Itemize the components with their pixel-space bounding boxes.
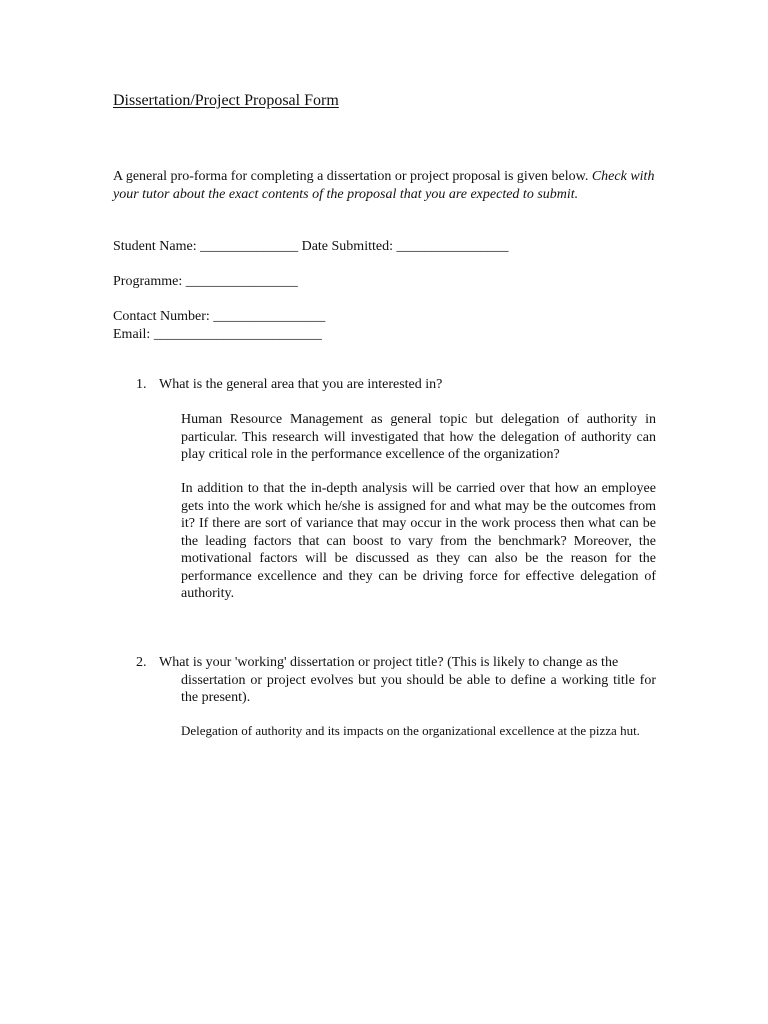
intro-text: A general pro-forma for completing a dissertation or project proposal is given below. bbox=[113, 169, 592, 184]
intro-paragraph bbox=[113, 168, 658, 203]
question-2-number: 2. bbox=[136, 655, 147, 670]
email-field: Email: ________________________ bbox=[113, 327, 322, 342]
student-name-date-field: Student Name: ______________ Date Submitted: ________________ bbox=[113, 239, 509, 254]
intro-italic-text: Check with your tutor about the exact contents of the proposal that you are expected to submit. bbox=[113, 169, 655, 202]
question-1-answer-2: In addition to that the in-depth analysis will be carried over that how an employee gets into the work which he/she is assigned for and what may be the outcomes from it? If there are sort of variance that may occur in the work process then what can be the leading factors that can boost to vary from the benchmark? Moreover, the motivational factors will be discussed as they can also be the reason for the performance excellence and they can be driving force for effective delegation of authority. bbox=[181, 481, 656, 601]
question-2-answer: Delegation of authority and its impacts on the organizational excellence at the pizza hut. bbox=[181, 723, 640, 738]
question-2-text bbox=[159, 654, 656, 707]
page-title: Dissertation/Project Proposal Form bbox=[113, 92, 339, 109]
question-2-text-rest: dissertation or project evolves but you should be able to define a working title for the present). bbox=[181, 672, 656, 705]
question-2-text-first: What is your 'working' dissertation or project title? (This is likely to change as the bbox=[159, 655, 619, 670]
contact-number-field: Contact Number: ________________ bbox=[113, 309, 326, 324]
question-1-text: What is the general area that you are interested in? bbox=[159, 377, 443, 392]
question-1-number: 1. bbox=[136, 377, 147, 392]
question-1-answer-1: Human Resource Management as general topic but delegation of authority in particular. This research will investigated that how the delegation of authority can play critical role in the performance excellence of the organization? bbox=[181, 412, 656, 462]
programme-field: Programme: ________________ bbox=[113, 274, 298, 289]
